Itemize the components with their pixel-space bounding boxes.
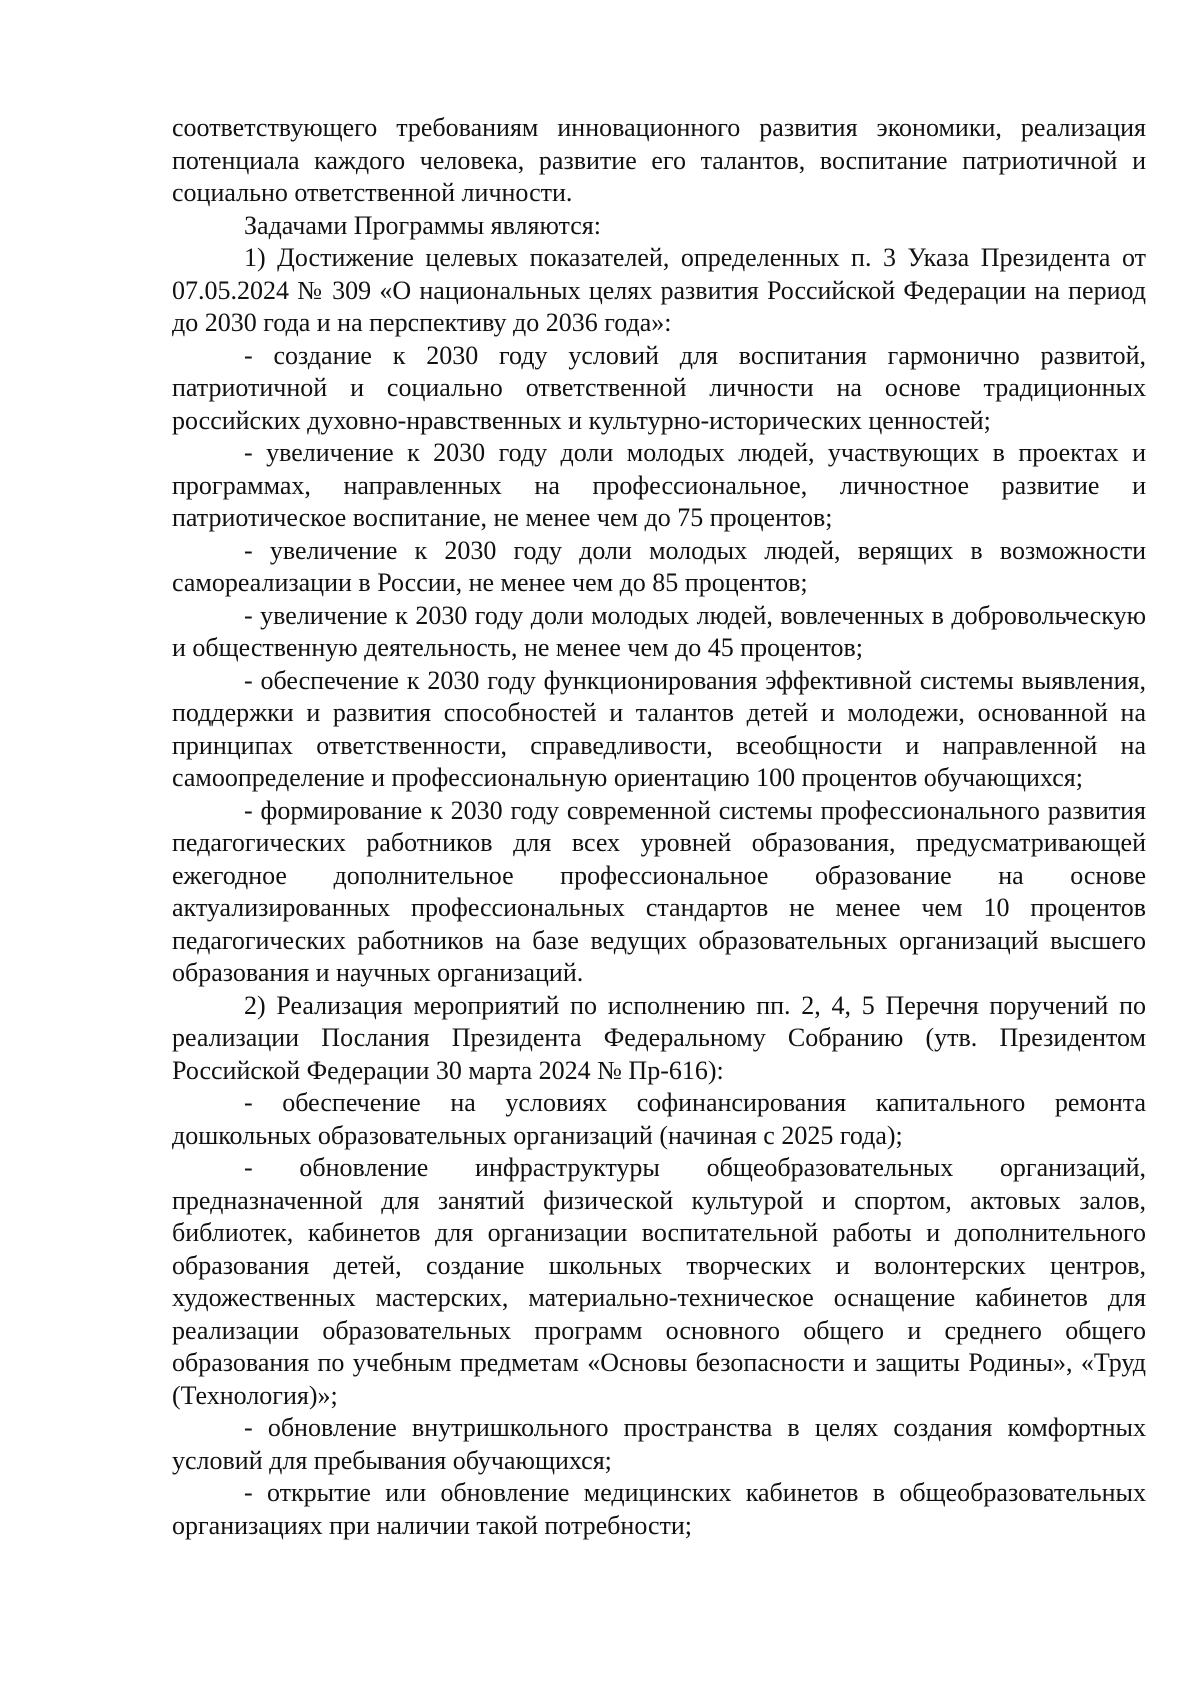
paragraph-task-2: 2) Реализация мероприятий по исполнению пп. 2, 4, 5 Перечня поручений по реализации Послания Президента Федеральному Собранию (утв. Президентом Российской Федерации 30 марта 2024 № Пр-616):: [172, 990, 1146, 1085]
paragraph-task-1: 1) Достижение целевых показателей, определенных п. 3 Указа Президента от 07.05.2024 № 309 «О национальных целях развития Российской Федерации на период до 2030 года и на перспективу до 2036 года»:: [172, 243, 1146, 337]
bullet-youth-self-realization-85: - увеличение к 2030 году доли молодых людей, верящих в возможности самореализации в России, не менее чем до 85 процентов;: [172, 535, 1146, 597]
paragraph-tasks-heading: Задачами Программы являются:: [244, 210, 601, 240]
bullet-preschool-repair: - обеспечение на условиях софинансирования капитального ремонта дошкольных образовательных организаций (начиная с 2025 года);: [172, 1088, 1146, 1150]
bullet-school-space: - обновление внутришкольного пространства в целях создания комфортных условий для пребывания обучающихся;: [172, 1413, 1146, 1475]
document-body: [172, 112, 1146, 1542]
bullet-talent-system-100: - обеспечение к 2030 году функционирования эффективной системы выявления, поддержки и развития способностей и талантов детей и молодежи, основанной на принципах ответственности, справедливости, всеобщности и направленной на самоопределение и профессиональную ориентацию 100 процентов обучающихся;: [172, 665, 1146, 792]
bullet-medical-offices: - открытие или обновление медицинских кабинетов в общеобразовательных организациях при наличии такой потребности;: [172, 1478, 1146, 1540]
bullet-harmonious-personality: - создание к 2030 году условий для воспитания гармонично развитой, патриотичной и социально ответственной личности на основе традиционных российских духовно-нравственных и культурно-исторических ценностей;: [172, 340, 1146, 435]
paragraph-goal-continuation: соответствующего требованиям инновационного развития экономики, реализация потенциала каждого человека, развитие его талантов, воспитание патриотичной и социально ответственной личности.: [172, 113, 1146, 207]
bullet-school-infrastructure: - обновление инфраструктуры общеобразовательных организаций, предназначенной для занятий физической культурой и спортом, актовых залов, библиотек, кабинетов для организации воспитательной работы и дополнительного образования детей, создание школьных творческих и волонтерских центров, художественных мастерских, материально-техническое оснащение кабинетов для реализации образовательных программ основного общего и среднего общего образования по учебным предметам «Основы безопасности и защиты Родины», «Труд (Технология)»;: [172, 1153, 1146, 1410]
bullet-youth-volunteering-45: - увеличение к 2030 году доли молодых людей, вовлеченных в добровольческую и общественную деятельность, не менее чем до 45 процентов;: [172, 600, 1146, 662]
bullet-youth-projects-75: - увеличение к 2030 году доли молодых людей, участвующих в проектах и программах, направленных на профессиональное, личностное развитие и патриотическое воспитание, не менее чем до 75 процентов;: [172, 438, 1146, 532]
bullet-teacher-development-10: - формирование к 2030 году современной системы профессионального развития педагогических работников для всех уровней образования, предусматривающей ежегодное дополнительное профессиональное образование на основе актуализированных профессиональных стандартов не менее чем 10 процентов педагогических работников на базе ведущих образовательных организаций высшего образования и научных организаций.: [172, 795, 1146, 987]
